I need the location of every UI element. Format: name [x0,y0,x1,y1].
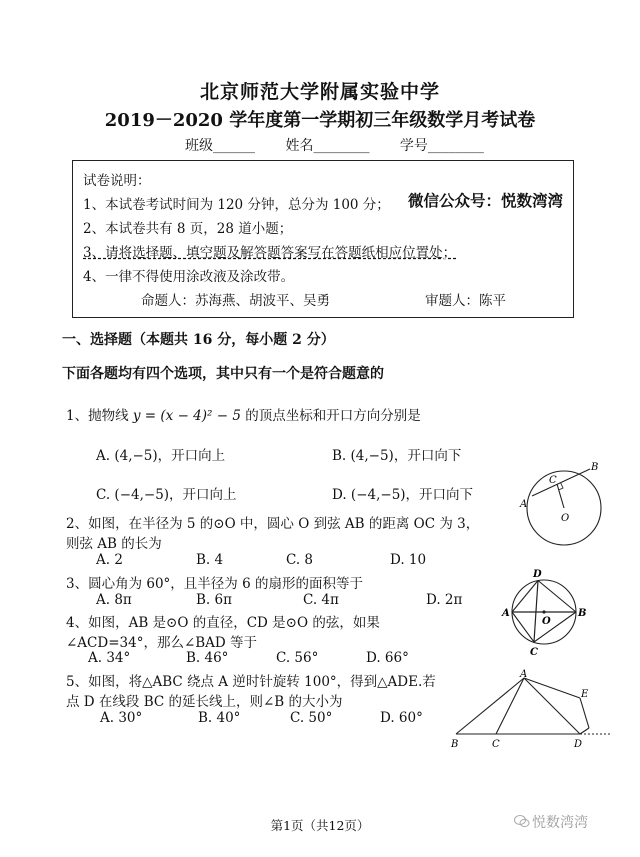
q1-option-c: C. (−4,−5)，开口向上 [96,487,237,503]
label-C: C [492,739,500,750]
instructions-title: 试卷说明： [83,173,151,189]
class-field-label: 班级______ [185,138,255,154]
parabola-formula: y = (x − 4)² − 5 [132,408,241,424]
label-B: B [451,739,459,750]
q5-option-c: C. 50° [290,710,333,726]
page-number: 第1页（共12页） [270,818,370,833]
q1-option-d: D. (−4,−5)，开口向下 [332,487,474,503]
wechat-account-label: 微信公众号：悦数湾湾 [408,192,564,210]
label-E: E [581,689,589,700]
question-4-line-2: ∠ACD=34°，那么∠BAD 等于 [66,635,258,651]
q1-option-a: A. (4,−5)，开口向上 [96,448,226,464]
exam-title: 2019－2020 学年度第一学期初三年级数学月考试卷 [104,110,536,131]
q5-option-d: D. 60° [380,710,423,726]
q5-option-a: A. 30° [100,710,143,726]
instruction-item-3: 3、请将选择题、填空题及解答题答案写在答题纸相应位置处； [83,245,457,261]
instructions-box [72,160,574,318]
label-B: B [591,462,599,473]
section-title: 一、选择题（本题共 16 分，每小题 2 分） [62,332,335,348]
q2-option-b: B. 4 [196,552,224,568]
number-field-label: 学号________ [399,138,484,154]
label-B: B [578,608,587,619]
q2-option-c: C. 8 [286,552,314,568]
q4-option-d: D. 66° [366,650,409,666]
q4-option-c: C. 56° [276,650,319,666]
instruction-item-4: 4、一律不得使用涂改液及涂改带。 [83,269,295,285]
question-5-line-2: 点 D 在线段 BC 的延长线上，则∠B 的大小为 [66,694,343,710]
wechat-icon [514,814,530,828]
label-A: A [520,669,528,680]
label-O: O [561,513,570,524]
figure-circle-diameter [500,568,592,656]
instruction-item-1: 1、本试卷考试时间为 120 分钟，总分为 100 分； [83,197,390,213]
section-note: 下面各题均有四个选项，其中只有一个是符合题意的 [62,366,384,382]
school-name: 北京师范大学附属实验中学 [199,81,440,103]
question-1: 1、抛物线 y = (x − 4)² − 5 的顶点坐标和开口方向分别是 [66,408,421,424]
q4-option-a: A. 34° [88,650,131,666]
name-field-label: 姓名________ [285,138,370,154]
question-2-line-1: 2、如图，在半径为 5 的⊙O 中，圆心 O 到弦 AB 的距离 OC 为 3， [66,516,480,532]
label-O: O [542,616,551,627]
student-info-row [185,135,510,155]
question-4-line-1: 4、如图，AB 是⊙O 的直径，CD 是⊙O 的弦，如果 [66,615,380,631]
label-A: A [520,499,528,510]
exam-reviewer: 审题人：陈平 [425,293,506,309]
q5-option-b: B. 40° [198,710,241,726]
label-C: C [549,475,557,486]
q1-option-b: B. (4,−5)，开口向下 [332,448,462,464]
label-C: C [530,647,538,656]
figure-rotated-triangles [444,668,616,754]
label-D: D [533,569,542,580]
question-3: 3、圆心角为 60°，且半径为 6 的扇形的面积等于 [66,576,363,592]
watermark-text: 悦数湾湾 [532,815,588,831]
instruction-item-2: 2、本试卷共有 8 页，28 道小题； [83,221,293,237]
q3-option-c: C. 4π [303,592,339,608]
label-A: A [502,608,510,619]
exam-authors: 命题人：苏海燕、胡波平、吴勇 [141,293,330,309]
figure-circle-chord [508,456,618,556]
q2-option-a: A. 2 [96,552,123,568]
question-5-line-1: 5、如图，将△ABC 绕点 A 逆时针旋转 100°，得到△ADE.若 [66,674,436,690]
q4-option-b: B. 46° [186,650,229,666]
q3-option-d: D. 2π [426,592,463,608]
q3-option-b: B. 6π [196,592,232,608]
question-2-line-2: 则弦 AB 的长为 [66,536,162,552]
label-D: D [574,739,583,750]
q2-option-d: D. 10 [390,552,427,568]
q3-option-a: A. 8π [96,592,132,608]
